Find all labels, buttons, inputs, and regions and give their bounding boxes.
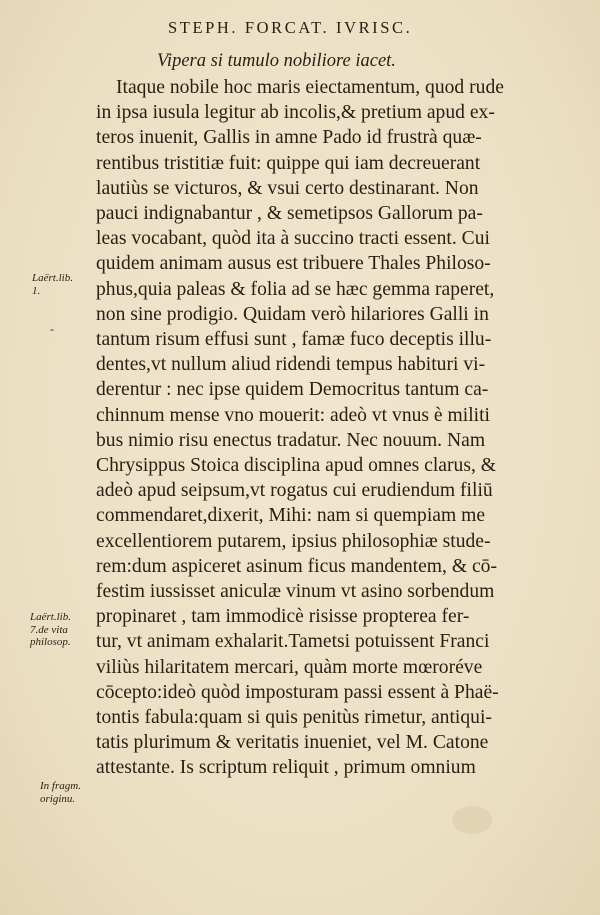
running-head: STEPH. FORCAT. IVRISC. [168, 18, 413, 37]
text-line: in ipsa iusula legitur ab incolis,& pretium apud ex- [96, 102, 495, 124]
margin-note [32, 272, 73, 297]
text-line: bus nimio risu enectus tradatur. Nec nouum. Nam [96, 429, 486, 451]
margin-note-line: philosop. [30, 636, 71, 648]
text-line: lautiùs se victuros, & vsui certo destinarant. Non [96, 177, 479, 199]
margin-notes [0, 0, 100, 915]
text-line: tontis fabula:quam si quis penitùs rimetur, antiqui- [96, 707, 492, 729]
text-line: Itaque nobile hoc maris eiectamentum, quod rude [116, 77, 504, 98]
margin-note-line: Laërt.lib. [30, 611, 71, 623]
text-line: derentur : nec ipse quidem Democritus tantum ca- [96, 379, 489, 401]
body-text [96, 75, 558, 781]
text-line: adeò apud seipsum,vt rogatus cui erudiendum filiū [96, 480, 493, 502]
text-line: rentibus tristitiæ fuit: quippe qui iam decreuerant [96, 152, 481, 174]
text-line: festim iussisset aniculæ vinum vt asino sorbendum [96, 581, 495, 603]
text-line: leas vocabant, quòd ita à succino tracti essent. Cui [96, 228, 490, 250]
text-line: dentes,vt nullum aliud ridendi tempus habituri vi- [96, 354, 486, 376]
text-line: tantum risum effusi sunt , famæ fuco deceptis illu- [96, 329, 492, 351]
text-line: quidem animam ausus est tribuere Thales Philoso- [96, 253, 491, 275]
margin-note [30, 611, 71, 649]
margin-mark: - [50, 322, 54, 336]
paper-stain [452, 806, 492, 834]
text-line: cōcepto:ideò quòd imposturam passi essent à Phaë- [96, 681, 499, 703]
text-line: non sine prodigio. Quidam verò hilariores Galli in [96, 303, 489, 325]
text-line: excellentiorem putarem, ipsius philosophiæ stude- [96, 530, 491, 552]
subheading: Vipera si tumulo nobiliore iacet. [157, 51, 396, 71]
text-line: phus,quia paleas & folia ad se hæc gemma raperet, [96, 278, 495, 300]
text-line: tatis plurimum & veritatis inueniet, vel M. Catone [96, 732, 489, 754]
margin-note-line: In fragm. [40, 780, 81, 792]
margin-note-line: Laërt.lib. [32, 272, 73, 284]
margin-note-line: 7.de vita [30, 623, 68, 636]
margin-note-line: 1. [32, 284, 41, 297]
text-line: viliùs hilaritatem mercari, quàm morte mœroréve [96, 656, 483, 678]
text-line: chinnum mense vno mouerit: adeò vt vnus è militi [96, 404, 490, 426]
margin-note [40, 780, 81, 805]
text-line: rem:dum aspiceret asinum ficus mandentem, & cō- [96, 555, 498, 577]
text-line: teros inuenit, Gallis in amne Pado id frustrà quæ- [96, 127, 482, 149]
text-line: Chrysippus Stoica disciplina apud omnes clarus, & [96, 455, 496, 477]
text-line: propinaret , tam immodicè risisse propterea fer- [96, 606, 470, 628]
margin-note-line: originu. [40, 792, 76, 805]
text-line: attestante. Is scriptum reliquit , primum omnium [96, 757, 476, 779]
text-line: tur, vt animam exhalarit.Tametsi potuissent Franci [96, 631, 490, 653]
text-line: pauci indignabantur , & semetipsos Gallorum pa- [96, 203, 483, 225]
text-line: commendaret,dixerit, Mihi: nam si quempiam me [96, 505, 486, 527]
